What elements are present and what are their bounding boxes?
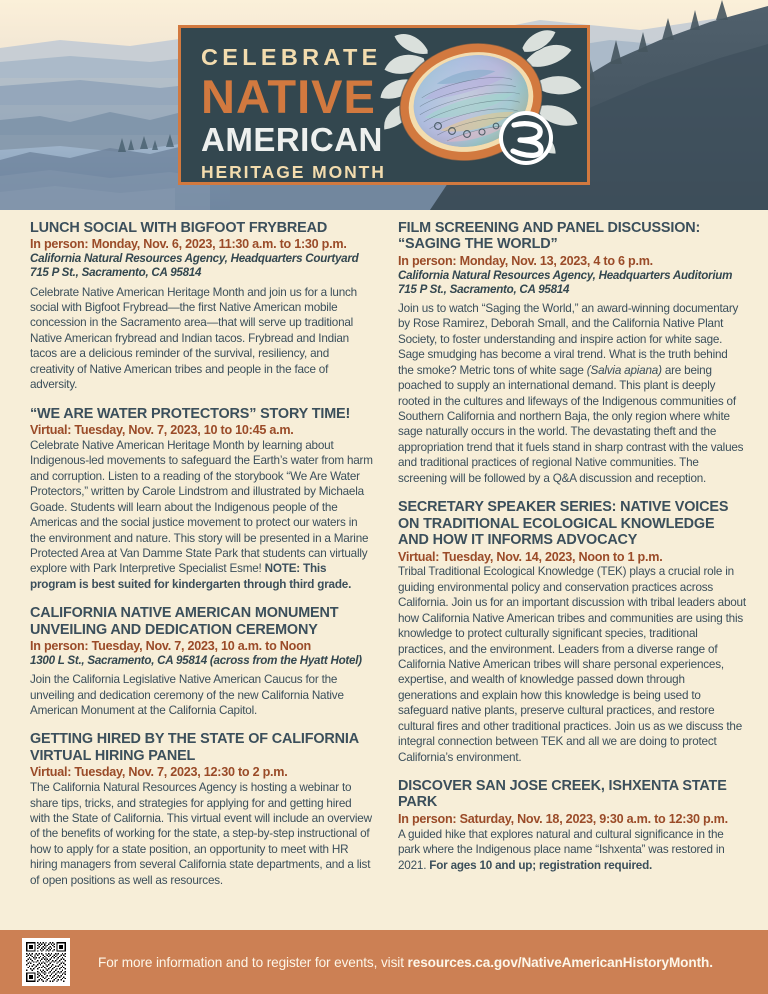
event-description-scientific-name: (Salvia apiana) [586,363,662,377]
event-secretary-speaker-series-tek [398,499,746,765]
event-description [398,827,746,873]
left-event-column [30,220,374,888]
event-description-part1: Join us to watch “Saging the World,” an award-winning documentary by Rose Ramirez, Deborah Small, and the California Native Plant Society, to foster understanding and inspire action for white sage. Sage smudging has become a viral trend. What is the truth behind the smoke? Metric tons of white sage [398,301,739,377]
event-description: The California Natural Resources Agency is hosting a webinar to share tips, tricks, and strategies for applying for and getting hired with the State of California. This virtual event will include an overview of the benefits of working for the state, a step-by-step instructional of how to apply for a state position, an opportunity to meet with HR hiring managers from several California state departments, and a list of open positions as well as resources. [30,781,372,887]
banner-line-american: AMERICAN [201,120,383,158]
event-title: “WE ARE WATER PROTECTORS” STORY TIME! [30,405,351,422]
event-discover-san-jose-creek-ishxenta-state-park [398,778,746,873]
header-photo-banner [0,0,768,210]
event-datetime: In person: Saturday, Nov. 18, 2023, 9:30 a.m. to 12:30 p.m. [398,811,728,826]
right-event-column [398,220,746,873]
event-title: GETTING HIRED BY THE STATE OF CALIFORNIA VIRTUAL HIRING PANEL [30,731,359,764]
event-title: SECRETARY SPEAKER SERIES: NATIVE VOICES ON TRADITIONAL ECOLOGICAL KNOWLEDGE AND HOW IT INFORMS ADVOCACY [398,499,729,549]
event-datetime: In person: Monday, Nov. 13, 2023, 4 to 6 p.m. [398,253,653,268]
events-content [0,210,768,930]
event-description: Join the California Legislative Native American Caucus for the unveiling and dedication ceremony of the new California Native American Monument at the California Capitol. [30,673,344,717]
event-we-are-water-protectors-story-time [30,406,374,593]
event-venue-line1: 1300 L St., Sacramento, CA 95814 (across from the Hyatt Hotel) [30,653,362,667]
event-description-part1: A guided hike that explores natural and cultural significance in the park where the Indigenous place name “Ishxenta” was restored in 2021. [398,827,725,872]
event-title: CALIFORNIA NATIVE AMERICAN MONUMENT UNVEILING AND DEDICATION CEREMONY [30,605,339,638]
event-venue-line2: 715 P St., Sacramento, CA 95814 [30,266,202,280]
qr-code-icon[interactable] [22,938,70,986]
qr-code-graphic [26,942,66,982]
event-california-native-american-monument-unveiling [30,605,374,718]
banner-line-celebrate: CELEBRATE [201,44,382,70]
event-description-note: For ages 10 and up; registration required. [429,858,653,872]
event-datetime: Virtual: Tuesday, Nov. 7, 2023, 10 to 10:45 a.m. [30,423,294,438]
banner-line-native: NATIVE [201,69,376,123]
event-datetime: Virtual: Tuesday, Nov. 7, 2023, 12:30 to 2 p.m. [30,765,288,780]
celebrate-native-american-heritage-month-banner [178,25,590,185]
event-description: Celebrate Native American Heritage Month and join us for a lunch social with Bigfoot Frybread—the first Native American mobile concession in the Sacramento area—that will serve up traditional Native American frybread and Indian tacos. Frybread and Indian tacos are a delicious reminder of the survival, resiliency, and creativity of Native American tribes and people in the face of adversity. [30,285,357,392]
event-description [30,438,374,592]
event-venue-line1: California Natural Resources Agency, Headquarters Auditorium [398,268,733,282]
footer-cta-prefix: For more information and to register for events, visit [98,954,408,970]
footer-url[interactable]: resources.ca.gov/NativeAmericanHistoryMonth. [407,954,713,970]
footer-cta-text [98,955,713,970]
event-description-part1: Celebrate Native American Heritage Month by learning about Indigenous-led movements to safeguard the Earth’s water from harm and corruption. Listen to a reading of the storybook “We Are Water Protectors,” written by Carole Lindstrom and illustrated by Michaela Goade. Students will learn about the Indigenous people of the Americas and the social justice movement to protect our waters in the environment and nature. This story will be presented in a Marine Protected Area at Van Damme State Park that students can virtually explore with Park Interpretive Specialist Esme! [30,438,373,576]
event-title: LUNCH SOCIAL WITH BIGFOOT FRYBREAD [30,220,328,236]
abalone-shell-icon [376,30,590,185]
event-lunch-social-bigfoot-frybread [30,220,374,393]
event-datetime: In person: Monday, Nov. 6, 2023, 11:30 a.m. to 1:30 p.m. [30,237,347,252]
banner-line-heritage-month: HERITAGE MONTH [201,161,386,182]
event-title: DISCOVER SAN JOSE CREEK, ISHXENTA STATE PARK [398,778,727,811]
event-film-screening-saging-the-world [398,220,746,486]
event-getting-hired-virtual-hiring-panel [30,731,374,888]
event-venue-line1: California Natural Resources Agency, Headquarters Courtyard [30,252,359,266]
event-description [398,301,746,486]
event-title: FILM SCREENING AND PANEL DISCUSSION: “SAGING THE WORLD” [398,220,701,253]
event-description-note: NOTE: This program is best suited for kindergarten through third grade. [30,562,352,591]
cnra-logo-mark [499,111,553,165]
event-datetime: Virtual: Tuesday, Nov. 14, 2023, Noon to 1 p.m. [398,549,663,564]
event-datetime: In person: Tuesday, Nov. 7, 2023, 10 a.m. to Noon [30,639,311,654]
event-venue-line2: 715 P St., Sacramento, CA 95814 [398,282,570,296]
event-description: Tribal Traditional Ecological Knowledge (TEK) plays a crucial role in guiding environmental policy and conservation practices across California. Join us for an important discussion with tribal leaders about how California Native American tribes and communities are using this knowledge to protect culturally significant species, traditional practices, and the environment. Leaders from a diverse range of California Native American tribes will share personal experiences, expertise, and wealth of knowledge passed down through generations and explain how this knowledge is being used to safeguard native plants, preserve cultural practices, and restore cultural fires and other traditional practices. Join us as we discuss the integral connection between TEK and all we are doing to protect California’s environment. [398,565,746,764]
footer-bar [0,930,768,994]
event-description-part2: are being poached to supply an international demand. This plant is deeply rooted in the cultures and lifeways of the Indigenous communities of Southern California and northern Baja, the only region where white sage naturally occurs in the world. The devastating theft and the appropriation trend that it fuels stand in sharp contrast with the values and traditional practices of regional Native communities. The screening will be followed by a Q&A discussion and reception. [398,363,744,485]
